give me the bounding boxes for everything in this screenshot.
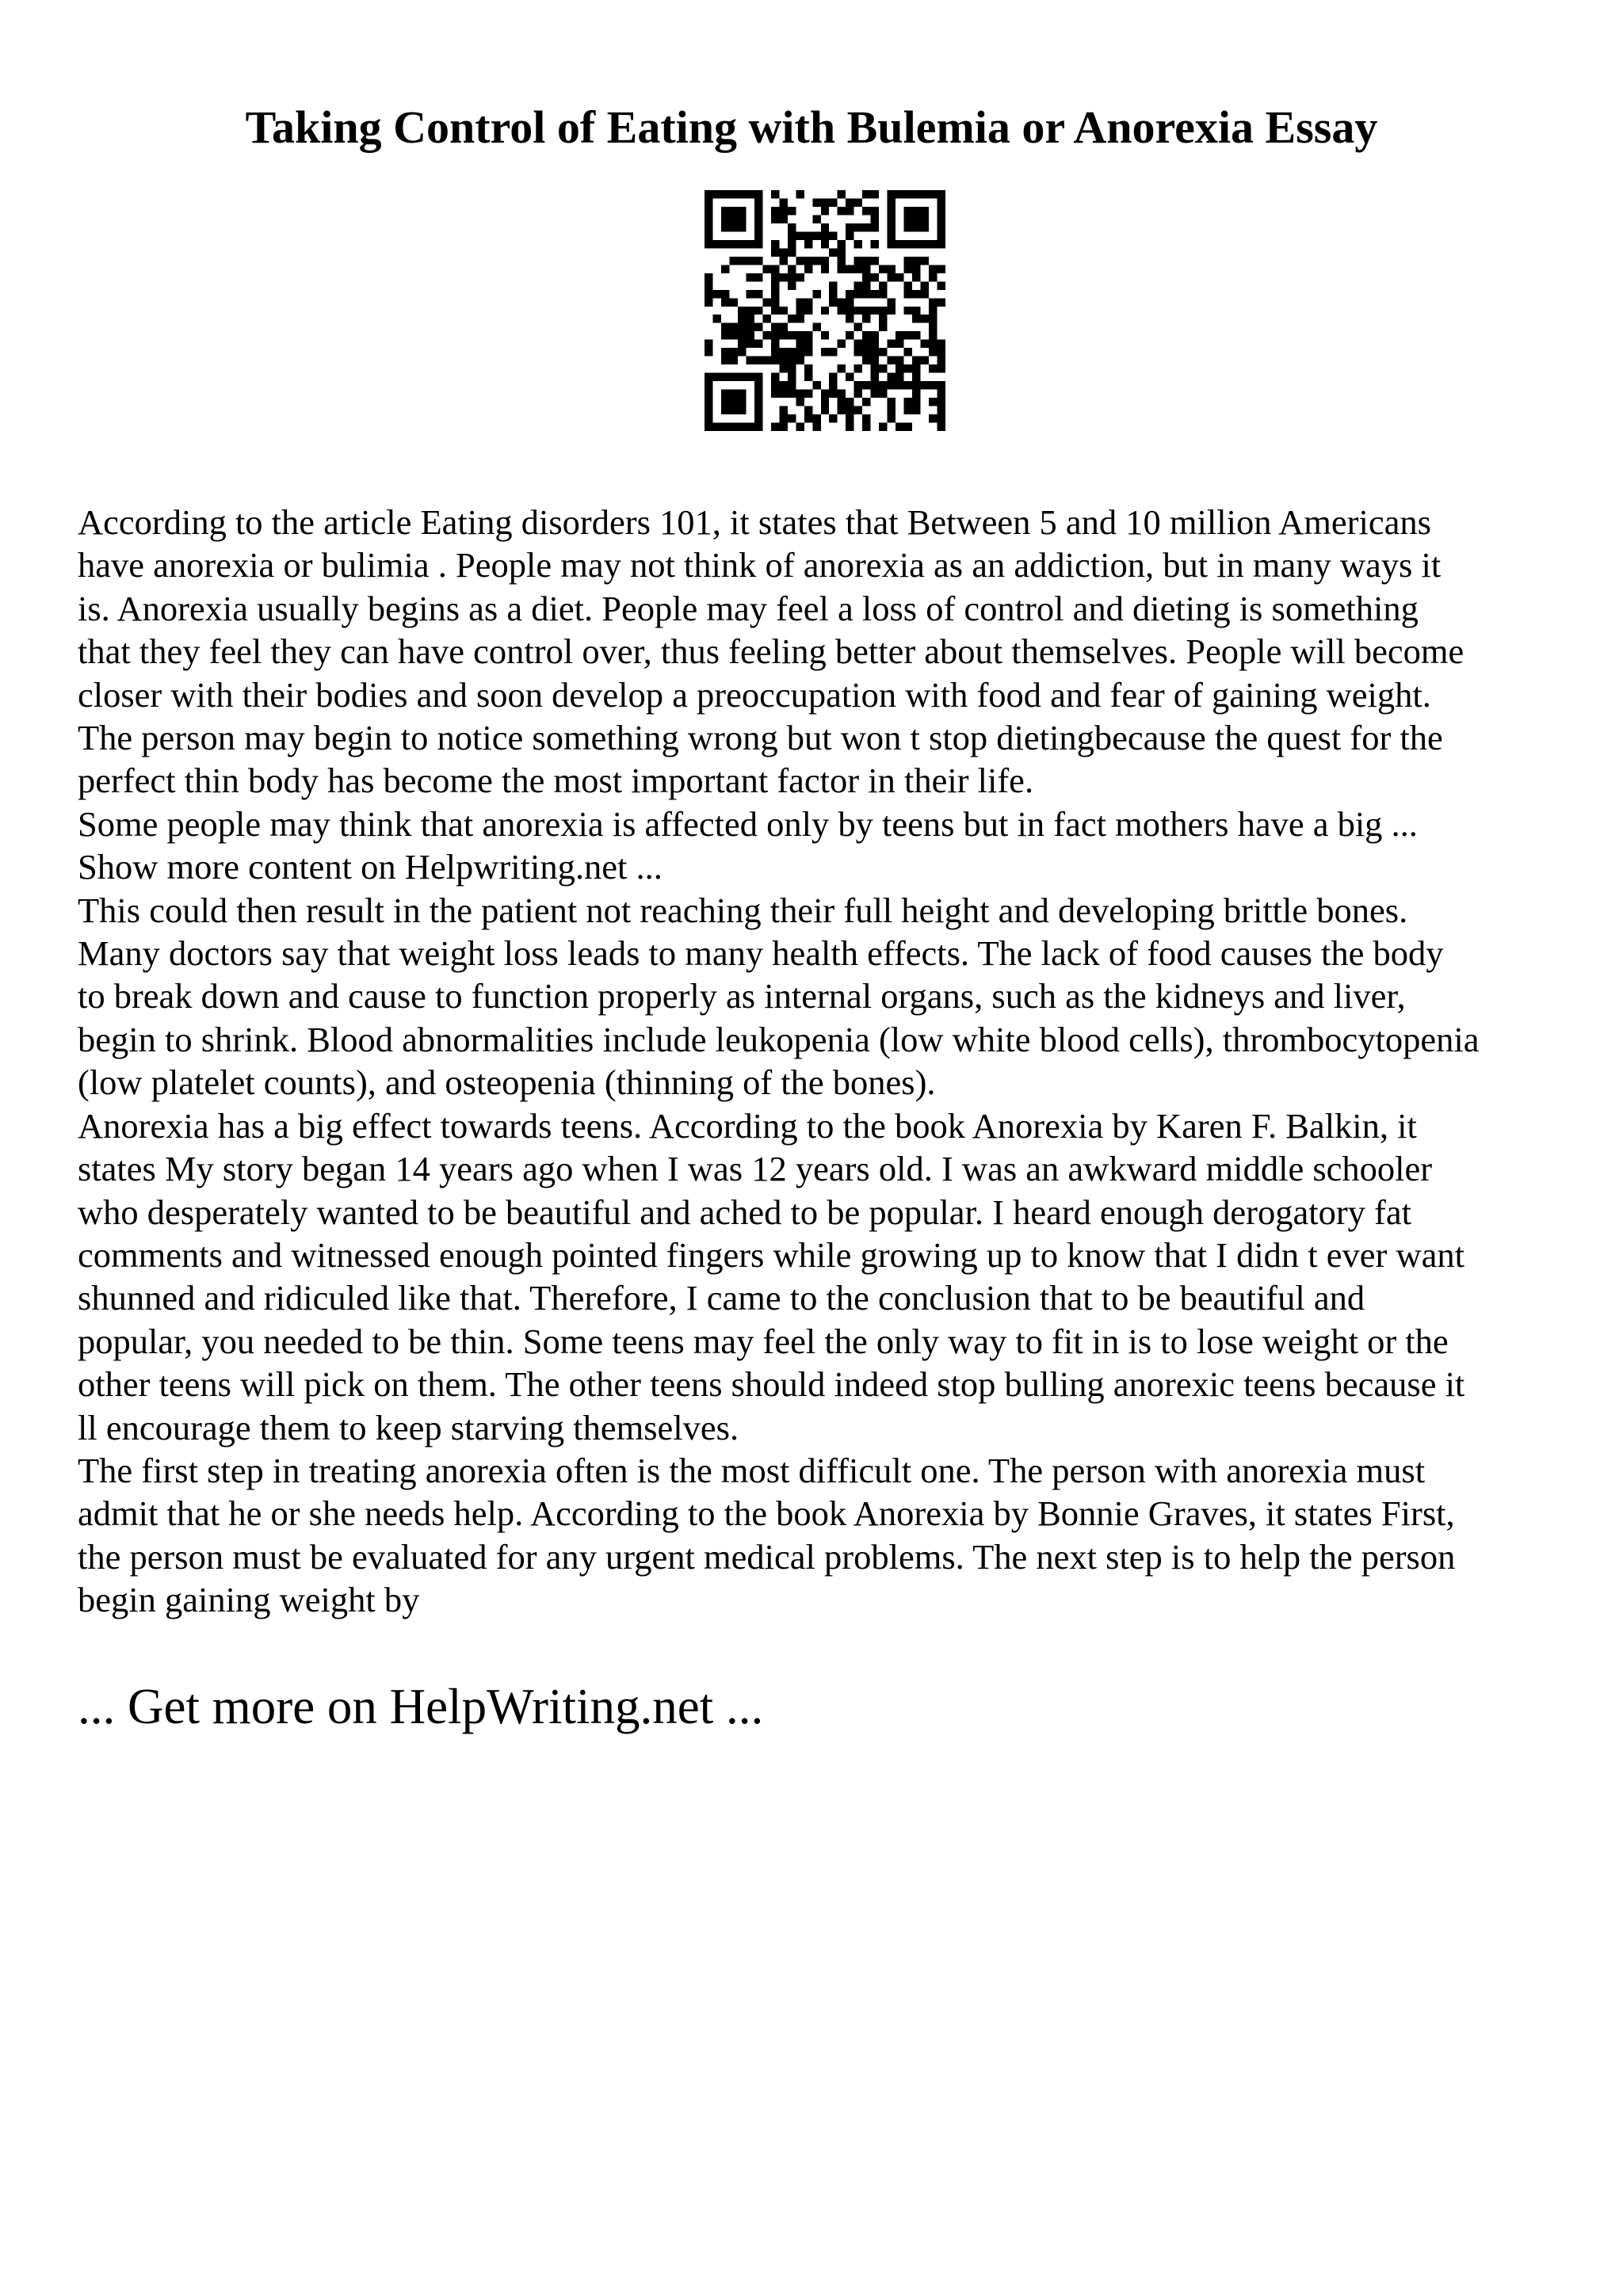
essay-line: The first step in treating anorexia often is the most difficult one. The person with anorexia must <box>78 1450 1426 1490</box>
essay-line: have anorexia or bulimia . People may not think of anorexia as an addiction, but in many ways it <box>78 545 1442 585</box>
essay-line: popular, you needed to be thin. Some teens may feel the only way to fit in is to lose weight or the <box>78 1321 1449 1361</box>
essay-line: ll encourage them to keep starving themselves. <box>78 1407 739 1447</box>
show-more-link[interactable]: Show more content on Helpwriting.net ... <box>78 847 663 887</box>
essay-line: Many doctors say that weight loss leads to many health effects. The lack of food causes the body <box>78 933 1444 974</box>
essay-line: that they feel they can have control over, thus feeling better about themselves. People will become <box>78 631 1465 672</box>
essay-line: comments and witnessed enough pointed fingers while growing up to know that I didn t ever want <box>78 1234 1465 1275</box>
essay-line: other teens will pick on them. The other teens should indeed stop bulling anorexic teens because it <box>78 1364 1465 1405</box>
essay-line: is. Anorexia usually begins as a diet. People may feel a loss of control and dieting is something <box>78 588 1419 628</box>
qr-code-icon <box>705 190 945 431</box>
essay-line: perfect thin body has become the most important factor in their life. <box>78 761 1034 801</box>
essay-line: begin to shrink. Blood abnormalities include leukopenia (low white blood cells), thrombocytopenia <box>78 1019 1480 1059</box>
document-title: Taking Control of Eating with Bulemia or Anorexia Essay <box>245 101 1378 153</box>
essay-line: Anorexia has a big effect towards teens. According to the book Anorexia by Karen F. Balkin, it <box>78 1105 1417 1146</box>
essay-line: to break down and cause to function properly as internal organs, such as the kidneys and liver, <box>78 976 1406 1016</box>
essay-line: admit that he or she needs help. According to the book Anorexia by Bonnie Graves, it states First, <box>78 1493 1455 1534</box>
essay-line: states My story began 14 years ago when I was 12 years old. I was an awkward middle schooler <box>78 1149 1433 1189</box>
essay-line: Some people may think that anorexia is affected only by teens but in fact mothers have a big ... <box>78 803 1418 844</box>
essay-line: who desperately wanted to be beautiful and ached to be popular. I heard enough derogatory fat <box>78 1192 1411 1232</box>
essay-line: The person may begin to notice something wrong but won t stop dietingbecause the quest for the <box>78 718 1443 758</box>
essay-line: the person must be evaluated for any urgent medical problems. The next step is to help the person <box>78 1536 1456 1577</box>
essay-line: shunned and ridiculed like that. Therefore, I came to the conclusion that to be beautiful and <box>78 1278 1365 1318</box>
essay-line: (low platelet counts), and osteopenia (thinning of the bones). <box>78 1062 936 1103</box>
essay-line: begin gaining weight by <box>78 1580 420 1620</box>
essay-line: This could then result in the patient not reaching their full height and developing brittle bones. <box>78 890 1408 930</box>
essay-line: closer with their bodies and soon develop a preoccupation with food and fear of gaining weight. <box>78 674 1431 715</box>
essay-line: According to the article Eating disorders 101, it states that Between 5 and 10 million Americans <box>78 502 1431 542</box>
essay-body <box>78 501 1568 1622</box>
get-more-link[interactable]: ... Get more on HelpWriting.net ... <box>78 1679 764 1734</box>
